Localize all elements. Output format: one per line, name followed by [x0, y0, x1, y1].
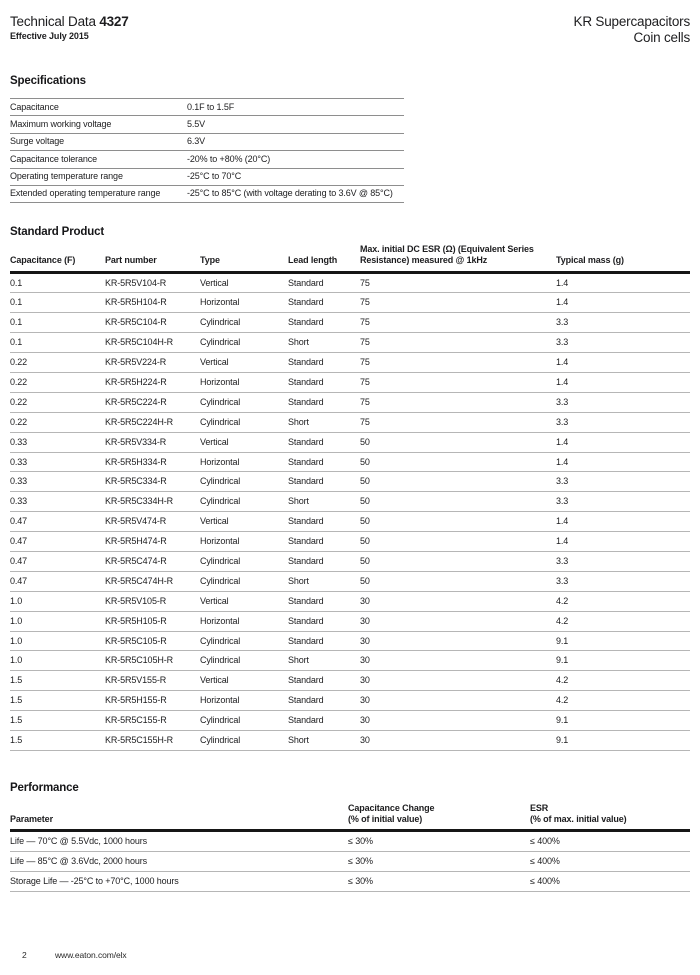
table-cell: Horizontal: [200, 373, 288, 393]
table-row: [10, 392, 690, 412]
table-row: [10, 452, 690, 472]
table-row: [10, 532, 690, 552]
table-cell: 4.2: [556, 691, 690, 711]
table-cell: 1.0: [10, 631, 105, 651]
table-cell: 4.2: [556, 591, 690, 611]
table-cell: 4.2: [556, 611, 690, 631]
table-cell: 0.47: [10, 571, 105, 591]
table-row: [10, 272, 690, 293]
table-cell: 30: [360, 711, 556, 731]
table-row: [10, 99, 404, 116]
table-row: [10, 552, 690, 572]
table-cell: 3.3: [556, 571, 690, 591]
table-cell: 50: [360, 532, 556, 552]
table-cell: Horizontal: [200, 293, 288, 313]
table-cell: 1.4: [556, 293, 690, 313]
table-row: [10, 472, 690, 492]
table-cell: 0.22: [10, 353, 105, 373]
table-row: [10, 852, 690, 872]
column-header-typical-mass: Typical mass (g): [556, 244, 690, 272]
table-cell: KR-5R5H105-R: [105, 611, 200, 631]
table-cell: Cylindrical: [200, 651, 288, 671]
performance-table: [10, 803, 690, 892]
table-cell: Standard: [288, 532, 360, 552]
table-cell: Standard: [288, 691, 360, 711]
column-header-capacitance-change: Capacitance Change (% of initial value): [348, 803, 530, 831]
table-cell: Cylindrical: [200, 472, 288, 492]
table-cell: 3.3: [556, 313, 690, 333]
table-cell: KR-5R5V104-R: [105, 272, 200, 293]
table-cell: Vertical: [200, 512, 288, 532]
table-cell: Horizontal: [200, 691, 288, 711]
table-cell: Surge voltage: [10, 133, 187, 150]
table-cell: 75: [360, 412, 556, 432]
table-cell: 1.5: [10, 691, 105, 711]
table-cell: ≤ 400%: [530, 852, 690, 872]
table-cell: 50: [360, 492, 556, 512]
table-cell: Standard: [288, 611, 360, 631]
table-cell: ≤ 400%: [530, 871, 690, 891]
table-cell: 75: [360, 333, 556, 353]
table-cell: 0.22: [10, 412, 105, 432]
page-number: 2: [22, 950, 27, 960]
table-row: [10, 631, 690, 651]
table-cell: 0.33: [10, 472, 105, 492]
table-cell: 3.3: [556, 392, 690, 412]
table-cell: ≤ 30%: [348, 852, 530, 872]
table-cell: 0.1: [10, 293, 105, 313]
table-cell: Short: [288, 412, 360, 432]
table-cell: KR-5R5C155H-R: [105, 731, 200, 751]
table-cell: 4.2: [556, 671, 690, 691]
table-cell: KR-5R5H474-R: [105, 532, 200, 552]
table-cell: 0.33: [10, 432, 105, 452]
table-cell: 6.3V: [187, 133, 404, 150]
table-cell: KR-5R5H224-R: [105, 373, 200, 393]
table-cell: Standard: [288, 671, 360, 691]
table-cell: 30: [360, 591, 556, 611]
table-row: [10, 168, 404, 185]
table-cell: KR-5R5C104H-R: [105, 333, 200, 353]
table-row: [10, 731, 690, 751]
table-cell: KR-5R5C474-R: [105, 552, 200, 572]
table-cell: Cylindrical: [200, 313, 288, 333]
table-cell: 0.1: [10, 333, 105, 353]
table-cell: 1.4: [556, 272, 690, 293]
table-cell: Vertical: [200, 272, 288, 293]
table-cell: Short: [288, 333, 360, 353]
table-cell: 3.3: [556, 552, 690, 572]
table-cell: 9.1: [556, 631, 690, 651]
table-cell: 1.4: [556, 452, 690, 472]
table-cell: 1.4: [556, 353, 690, 373]
table-cell: 1.4: [556, 373, 690, 393]
table-cell: 30: [360, 631, 556, 651]
specifications-table: [10, 98, 404, 203]
table-cell: Vertical: [200, 353, 288, 373]
table-cell: Standard: [288, 552, 360, 572]
table-cell: 0.22: [10, 373, 105, 393]
table-cell: KR-5R5V155-R: [105, 671, 200, 691]
table-cell: Cylindrical: [200, 412, 288, 432]
table-cell: Maximum working voltage: [10, 116, 187, 133]
table-row: [10, 831, 690, 852]
table-row: [10, 432, 690, 452]
table-cell: 50: [360, 452, 556, 472]
table-cell: 1.4: [556, 432, 690, 452]
table-cell: Vertical: [200, 591, 288, 611]
standard-product-title: Standard Product: [10, 226, 105, 239]
table-row: [10, 373, 690, 393]
table-cell: 1.4: [556, 532, 690, 552]
table-cell: Capacitance tolerance: [10, 151, 187, 168]
table-cell: 75: [360, 392, 556, 412]
table-cell: Standard: [288, 432, 360, 452]
table-row: [10, 651, 690, 671]
table-cell: Standard: [288, 353, 360, 373]
table-cell: 9.1: [556, 711, 690, 731]
document-header: [10, 14, 690, 46]
table-cell: KR-5R5C105H-R: [105, 651, 200, 671]
table-cell: Cylindrical: [200, 333, 288, 353]
table-cell: 3.3: [556, 412, 690, 432]
table-cell: 0.33: [10, 492, 105, 512]
table-cell: Standard: [288, 293, 360, 313]
table-cell: Operating temperature range: [10, 168, 187, 185]
standard-product-table: [10, 244, 690, 751]
column-header-esr-performance: ESR (% of max. initial value): [530, 803, 690, 831]
table-cell: 30: [360, 671, 556, 691]
table-cell: 1.0: [10, 591, 105, 611]
table-cell: 0.1: [10, 313, 105, 333]
table-cell: KR-5R5C224-R: [105, 392, 200, 412]
table-cell: 1.4: [556, 512, 690, 532]
table-cell: KR-5R5C105-R: [105, 631, 200, 651]
table-cell: 3.3: [556, 492, 690, 512]
table-cell: 5.5V: [187, 116, 404, 133]
table-cell: KR-5R5H104-R: [105, 293, 200, 313]
column-header-capacitance: Capacitance (F): [10, 244, 105, 272]
table-cell: 0.47: [10, 512, 105, 532]
table-cell: Horizontal: [200, 611, 288, 631]
table-cell: 50: [360, 571, 556, 591]
table-cell: Vertical: [200, 432, 288, 452]
column-header-esr: Max. initial DC ESR (Ω) (Equivalent Series Resistance) measured @ 1kHz: [360, 244, 556, 272]
table-cell: 75: [360, 353, 556, 373]
table-row: [10, 571, 690, 591]
table-row: [10, 412, 690, 432]
table-cell: Cylindrical: [200, 571, 288, 591]
table-cell: Short: [288, 571, 360, 591]
table-cell: Life — 85°C @ 3.6Vdc, 2000 hours: [10, 852, 348, 872]
table-cell: Capacitance: [10, 99, 187, 116]
table-cell: Extended operating temperature range: [10, 185, 187, 202]
doc-type-label: Technical Data: [10, 14, 96, 29]
column-header-part-number: Part number: [105, 244, 200, 272]
table-cell: -25°C to 85°C (with voltage derating to 3.6V @ 85°C): [187, 185, 404, 202]
table-cell: 75: [360, 272, 556, 293]
table-header-row: [10, 803, 690, 831]
table-cell: Cylindrical: [200, 711, 288, 731]
table-cell: Horizontal: [200, 532, 288, 552]
table-cell: 50: [360, 472, 556, 492]
table-cell: 3.3: [556, 472, 690, 492]
table-cell: 50: [360, 552, 556, 572]
product-subfamily: Coin cells: [633, 30, 690, 46]
table-cell: Short: [288, 731, 360, 751]
doc-number: 4327: [99, 14, 129, 29]
table-cell: Standard: [288, 313, 360, 333]
table-cell: KR-5R5C155-R: [105, 711, 200, 731]
table-cell: Standard: [288, 373, 360, 393]
table-cell: 1.0: [10, 651, 105, 671]
table-row: [10, 871, 690, 891]
table-row: [10, 671, 690, 691]
table-cell: KR-5R5C104-R: [105, 313, 200, 333]
table-cell: Life — 70°C @ 5.5Vdc, 1000 hours: [10, 831, 348, 852]
table-cell: 0.33: [10, 452, 105, 472]
table-cell: 0.47: [10, 552, 105, 572]
table-cell: Standard: [288, 272, 360, 293]
table-cell: 75: [360, 293, 556, 313]
table-row: [10, 691, 690, 711]
table-cell: Standard: [288, 392, 360, 412]
table-row: [10, 512, 690, 532]
table-cell: ≤ 400%: [530, 831, 690, 852]
table-cell: 0.1: [10, 272, 105, 293]
table-cell: 1.5: [10, 671, 105, 691]
table-row: [10, 116, 404, 133]
performance-title: Performance: [10, 781, 79, 794]
table-cell: 0.47: [10, 532, 105, 552]
table-cell: KR-5R5C224H-R: [105, 412, 200, 432]
table-cell: Cylindrical: [200, 392, 288, 412]
table-cell: 9.1: [556, 731, 690, 751]
table-cell: 75: [360, 373, 556, 393]
specifications-title: Specifications: [10, 75, 86, 87]
table-header-row: [10, 244, 690, 272]
table-row: [10, 185, 404, 202]
table-cell: -20% to +80% (20°C): [187, 151, 404, 168]
table-cell: Short: [288, 492, 360, 512]
table-cell: 3.3: [556, 333, 690, 353]
table-cell: Short: [288, 651, 360, 671]
table-cell: 1.5: [10, 731, 105, 751]
table-cell: Standard: [288, 472, 360, 492]
column-header-lead-length: Lead length: [288, 244, 360, 272]
table-cell: KR-5R5C334H-R: [105, 492, 200, 512]
table-cell: 30: [360, 691, 556, 711]
table-cell: 0.22: [10, 392, 105, 412]
table-row: [10, 711, 690, 731]
table-cell: Standard: [288, 711, 360, 731]
table-cell: ≤ 30%: [348, 871, 530, 891]
table-cell: KR-5R5V334-R: [105, 432, 200, 452]
table-row: [10, 293, 690, 313]
table-cell: -25°C to 70°C: [187, 168, 404, 185]
table-row: [10, 591, 690, 611]
table-row: [10, 492, 690, 512]
table-cell: Cylindrical: [200, 631, 288, 651]
table-row: [10, 353, 690, 373]
product-family: KR Supercapacitors: [573, 14, 690, 29]
table-cell: Cylindrical: [200, 492, 288, 512]
table-cell: Standard: [288, 631, 360, 651]
table-cell: Vertical: [200, 671, 288, 691]
table-cell: 50: [360, 432, 556, 452]
table-row: [10, 333, 690, 353]
table-cell: KR-5R5H334-R: [105, 452, 200, 472]
table-cell: Horizontal: [200, 452, 288, 472]
table-row: [10, 313, 690, 333]
table-cell: 1.5: [10, 711, 105, 731]
table-cell: 30: [360, 611, 556, 631]
table-cell: 30: [360, 651, 556, 671]
column-header-parameter: Parameter: [10, 803, 348, 831]
effective-date: Effective July 2015: [10, 31, 89, 41]
table-cell: KR-5R5C334-R: [105, 472, 200, 492]
product-header: [574, 14, 690, 47]
table-cell: KR-5R5C474H-R: [105, 571, 200, 591]
table-cell: 30: [360, 731, 556, 751]
table-cell: ≤ 30%: [348, 831, 530, 852]
table-cell: 9.1: [556, 651, 690, 671]
table-cell: Standard: [288, 452, 360, 472]
table-cell: 75: [360, 313, 556, 333]
footer-url: www.eaton.com/elx: [55, 950, 127, 960]
table-cell: Cylindrical: [200, 731, 288, 751]
table-cell: Standard: [288, 591, 360, 611]
table-row: [10, 151, 404, 168]
table-row: [10, 133, 404, 150]
table-cell: 0.1F to 1.5F: [187, 99, 404, 116]
table-cell: 50: [360, 512, 556, 532]
table-cell: KR-5R5H155-R: [105, 691, 200, 711]
table-cell: Standard: [288, 512, 360, 532]
table-row: [10, 611, 690, 631]
table-cell: KR-5R5V474-R: [105, 512, 200, 532]
table-cell: Cylindrical: [200, 552, 288, 572]
column-header-type: Type: [200, 244, 288, 272]
table-cell: 1.0: [10, 611, 105, 631]
table-cell: Storage Life — -25°C to +70°C, 1000 hours: [10, 871, 348, 891]
table-cell: KR-5R5V105-R: [105, 591, 200, 611]
table-cell: KR-5R5V224-R: [105, 353, 200, 373]
